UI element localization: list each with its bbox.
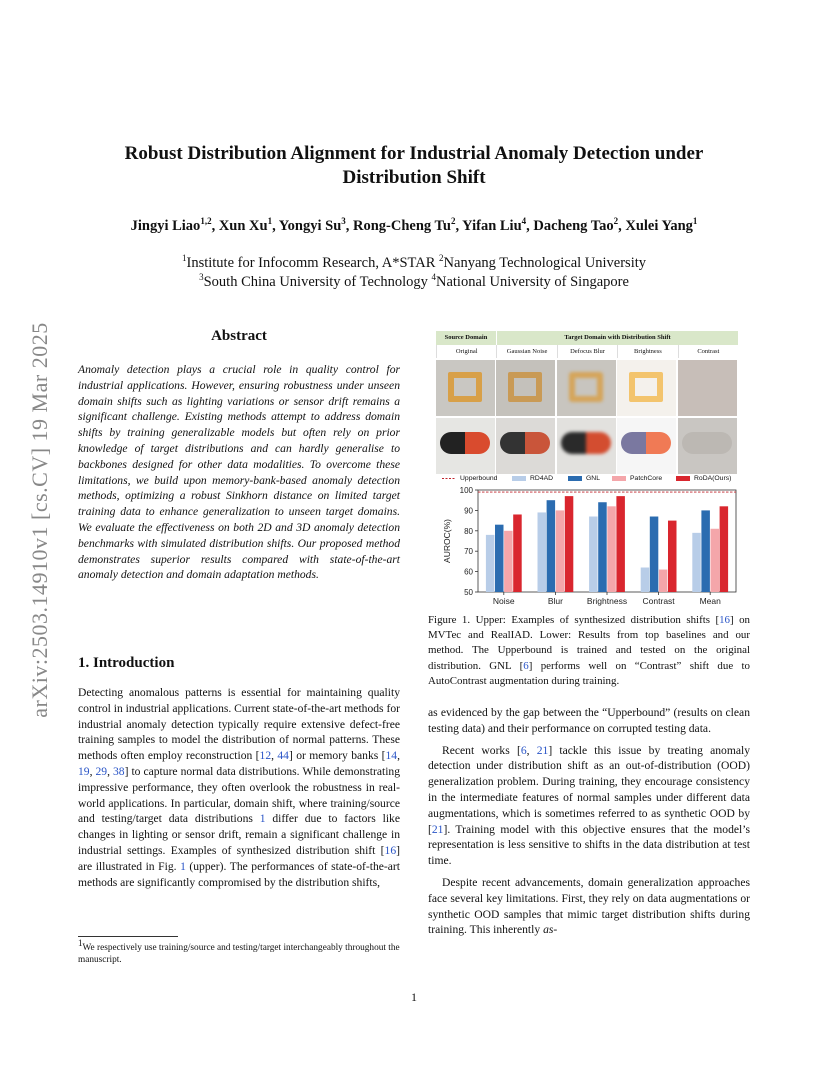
paragraph-1: as evidenced by the gap between the “Upperbound” (results on clean testing data) and their performance on corrupted testing data. <box>428 706 750 735</box>
legend-item-roda <box>676 475 731 482</box>
text-fragment: Recent works [ <box>442 743 521 757</box>
column-label-original: Original <box>436 345 496 358</box>
bar-rd4ad-blur <box>538 512 547 592</box>
text-fragment: ]. Training model with this objective ensures that the model’s representation is less sensitive to shifts in the data distribution at test time. <box>428 822 750 868</box>
legend-label-rd4ad: RD4AD <box>530 475 554 482</box>
author-affiliation-mark: 4 <box>521 216 527 227</box>
y-tick-label: 60 <box>464 567 473 577</box>
example-image-blur-bracket <box>557 360 616 416</box>
introduction-text <box>78 685 400 890</box>
bar-roda-ours--contrast <box>668 521 677 592</box>
citation-link[interactable]: 21 <box>431 822 444 836</box>
text-fragment: Detecting anomalous patterns is essential for maintaining quality control in industrial applications. Current state-of-the-art methods for industrial anomaly detection typically require extensive defect-free training samples to model the distribution of normal patterns. These methods often employ reconstruction [ <box>78 686 400 763</box>
bar-rd4ad-mean <box>692 533 701 592</box>
bar-gnl-mean <box>701 510 710 592</box>
legend-item-patchcore <box>612 475 662 482</box>
bar-patchcore-noise <box>504 531 512 592</box>
section-heading-introduction: 1. Introduction <box>78 655 175 671</box>
y-tick-label: 100 <box>459 486 473 495</box>
y-tick-label: 70 <box>464 547 473 557</box>
legend-swatch-upperbound <box>442 476 456 481</box>
affiliation-line-1 <box>60 254 768 273</box>
example-image-original-bracket <box>436 360 495 416</box>
author-affiliation-mark: 2 <box>613 216 619 227</box>
affiliation-name: Nanyang Technological University <box>443 255 647 271</box>
citation-link[interactable]: 14 <box>385 749 398 763</box>
text-fragment: Figure 1. Upper: Examples of synthesized distribution shifts [ <box>428 614 720 626</box>
bar-rd4ad-noise <box>486 535 495 592</box>
x-tick-label: Brightness <box>586 596 628 606</box>
text-fragment: , <box>107 764 113 778</box>
affiliation-name: South China University of Technology <box>203 274 432 290</box>
text-fragment: ] are illustrated in Fig. <box>78 843 400 873</box>
affiliation-mark: 1 <box>181 253 187 264</box>
author-name: Rong-Cheng Tu <box>353 218 451 234</box>
y-tick-label: 90 <box>464 506 473 516</box>
bar-rd4ad-contrast <box>641 568 650 592</box>
abstract-text: Anomaly detection plays a crucial role in quality control for industrial applications. However, ensuring robustness under unseen domain shifts such as lighting variations or sensor drift remains a significant challenge. Existing methods attempt to address domain shifts by training generalizable models but often rely on prior knowledge of target distributions and can hardly generalise to backbones designed for other data modalities. To overcome these limitations, we build upon memory-bank-based anomaly detection methods, optimizing a robust Sinkhorn distance on limited target training data to enhance generalization to unseen target domains. We evaluate the effectiveness on both 2D and 3D anomaly detection benchmarks with simulated distribution shifts. Our proposed method demonstrates superior results compared with state-of-the-art anomaly detection and domain adaptation methods. <box>78 363 400 582</box>
citation-link[interactable]: 19 <box>78 764 90 778</box>
bar-patchcore-mean <box>711 529 720 592</box>
right-column-text <box>428 705 750 938</box>
legend-label-gnl: GNL <box>586 475 600 482</box>
y-tick-label: 80 <box>464 526 473 536</box>
citation-link[interactable]: 1 <box>180 859 186 873</box>
legend-swatch-gnl <box>568 476 582 481</box>
text-fragment: , <box>89 764 96 778</box>
citation-link[interactable]: 16 <box>719 614 730 626</box>
author-name: Xulei Yang <box>625 218 693 234</box>
auroc-bar-chart <box>440 486 742 608</box>
legend-item-gnl <box>568 475 600 482</box>
author-name: Yongyi Su <box>278 218 342 234</box>
bar-roda-ours--blur <box>565 496 574 592</box>
bar-patchcore-contrast <box>659 570 668 592</box>
paper-title <box>80 142 748 190</box>
citation-link[interactable]: 1 <box>259 812 266 826</box>
text-fragment: , <box>397 749 400 763</box>
affiliation-mark: 3 <box>199 272 204 283</box>
bar-roda-ours--noise <box>513 514 522 592</box>
x-tick-label: Noise <box>492 596 515 606</box>
citation-link[interactable]: 44 <box>277 749 289 763</box>
example-image-noise-capsule <box>496 418 555 474</box>
bar-gnl-brightness <box>598 502 607 592</box>
citation-link[interactable]: 6 <box>520 743 527 757</box>
text-fragment: ] tackle this issue by treating anomaly detection under distribution shift as an out-of-distribution (OOD) generalization problem. During training, they encourage consistency in the intermediate features of normal samples under different data augmentations, which is sometimes referred to as synthetic OOD by [ <box>428 743 751 836</box>
text-fragment: differ due to factors like changes in lighting or sensor drift, remain a significant challenge in industrial settings. Examples of synthesized distribution shift [ <box>78 812 400 857</box>
author-affiliation-mark: 1 <box>267 216 273 227</box>
page-number: 1 <box>411 990 417 1004</box>
affiliation-mark: 2 <box>439 253 444 264</box>
example-image-original-capsule <box>436 418 495 474</box>
column-label-gaussian-noise: Gaussian Noise <box>496 345 556 358</box>
author-name: Dacheng Tao <box>533 218 614 234</box>
footnote-mark: 1 <box>78 937 83 948</box>
affiliation-mark: 4 <box>431 272 436 283</box>
bar-roda-ours--brightness <box>616 496 625 592</box>
footnote <box>78 937 400 966</box>
bar-roda-ours--mean <box>720 506 729 592</box>
paragraph-2 <box>428 743 750 869</box>
affiliations <box>60 254 768 292</box>
legend-label-roda: RoDA(Ours) <box>694 475 732 482</box>
example-image-brightness-bracket <box>617 360 676 416</box>
legend-swatch-roda <box>676 476 690 481</box>
citation-link[interactable]: 6 <box>523 659 529 672</box>
y-axis-label: AUROC(%) <box>442 519 452 563</box>
bar-patchcore-blur <box>556 510 565 592</box>
legend-swatch-patchcore <box>612 476 626 481</box>
text-fragment: , <box>526 743 537 757</box>
x-tick-label: Blur <box>547 596 563 606</box>
bar-gnl-blur <box>547 500 556 592</box>
text-fragment: ] to capture normal data distributions. While demonstrating impressive performance, they often overlook the robustness in real-world applications. In particular, domain shift, where training/source and testing/target data distributions <box>78 764 401 826</box>
legend-item-rd4ad <box>512 475 553 482</box>
author-name: Jingyi Liao <box>130 218 201 234</box>
author-affiliation-mark: 1 <box>692 216 698 227</box>
author-affiliation-mark: 2 <box>450 216 456 227</box>
text-fragment: (upper). The performances of state-of-the-art methods are significantly compromised by the distribution shifts, <box>78 859 400 889</box>
bar-patchcore-brightness <box>607 506 616 592</box>
arxiv-sidebar <box>10 280 70 760</box>
citation-link[interactable]: 16 <box>384 843 397 857</box>
text-fragment: ] or memory banks [ <box>288 749 386 763</box>
x-tick-label: Contrast <box>642 596 675 606</box>
example-image-contrast-bracket <box>678 360 737 416</box>
example-row-capsule <box>436 418 738 474</box>
example-image-brightness-capsule <box>617 418 676 474</box>
x-tick-label: Mean <box>699 596 721 606</box>
legend-item-upperbound <box>442 475 497 482</box>
citation-link[interactable]: 12 <box>259 749 272 763</box>
author-list: Jingyi Liao$^{1,2}$, Xun Xu$^1$, Yongyi Su$^3$, Rong-Cheng Tu$^2$, Yifan Liu$^4$, Dacheng Tao$^2$, Xulei Yang$^1$ <box>130 216 698 234</box>
author-affiliation-mark: 3 <box>341 216 346 227</box>
figure-caption <box>428 613 750 689</box>
author-name: Yifan Liu <box>462 218 522 234</box>
column-label-contrast: Contrast <box>678 345 738 358</box>
bar-gnl-noise <box>495 525 504 592</box>
footnote-rule <box>78 936 178 937</box>
affiliation-name: Institute for Infocomm Research, A*STAR <box>186 255 440 271</box>
text-fragment: , <box>271 749 278 763</box>
citation-link[interactable]: 38 <box>113 764 125 778</box>
legend-swatch-rd4ad <box>512 476 526 481</box>
citation-link[interactable]: 29 <box>95 764 108 778</box>
example-image-contrast-capsule <box>678 418 737 474</box>
title-line-1: Robust Distribution Alignment for Industrial Anomaly Detection under <box>124 143 704 164</box>
y-tick-label: 50 <box>464 588 473 597</box>
affiliation-name: National University of Singapore <box>436 274 629 290</box>
column-label-defocus-blur: Defocus Blur <box>557 345 617 358</box>
example-row-bracket <box>436 360 738 416</box>
bar-rd4ad-brightness <box>589 517 598 592</box>
footnote-text: We respectively use training/source and testing/target interchangeably throughout the manuscript. <box>78 943 400 965</box>
affiliation-line-2 <box>60 273 768 292</box>
paragraph-3 <box>428 875 750 938</box>
text-fragment: ] on MVTec and RealIAD. Lower: Results from top baselines and our method. The Upperbound is trained and tested on the original distribution. GNL [ <box>428 614 750 672</box>
text-fragment: ] performs well on “Contrast” shift due to AutoContrast augmentation during training. <box>428 659 750 687</box>
legend-label-patchcore: PatchCore <box>630 475 663 482</box>
bar-gnl-contrast <box>650 517 659 592</box>
text-fragment: as- <box>543 923 558 937</box>
example-image-blur-capsule <box>557 418 616 474</box>
citation-link[interactable]: 21 <box>536 743 549 757</box>
figure-examples <box>436 331 738 471</box>
legend-label-upperbound: Upperbound <box>460 475 498 482</box>
arxiv-identifier: arXiv:2503.14910v1 [cs.CV] 19 Mar 2025 <box>27 322 52 718</box>
author-name: Xun Xu <box>218 218 268 234</box>
source-domain-label: Source Domain <box>436 331 496 345</box>
column-label-brightness: Brightness <box>617 345 677 358</box>
example-image-noise-bracket <box>496 360 555 416</box>
target-domain-label: Target Domain with Distribution Shift <box>497 331 738 345</box>
abstract-heading: Abstract <box>211 328 267 344</box>
title-line-2: Distribution Shift <box>342 167 486 188</box>
text-fragment: Despite recent advancements, domain generalization approaches face several key limitations. First, they rely on data augmentations or synthetic OOD samples that mimic target distribution shifts during training. This inherently <box>428 875 750 937</box>
author-affiliation-mark: 1,2 <box>200 216 212 227</box>
